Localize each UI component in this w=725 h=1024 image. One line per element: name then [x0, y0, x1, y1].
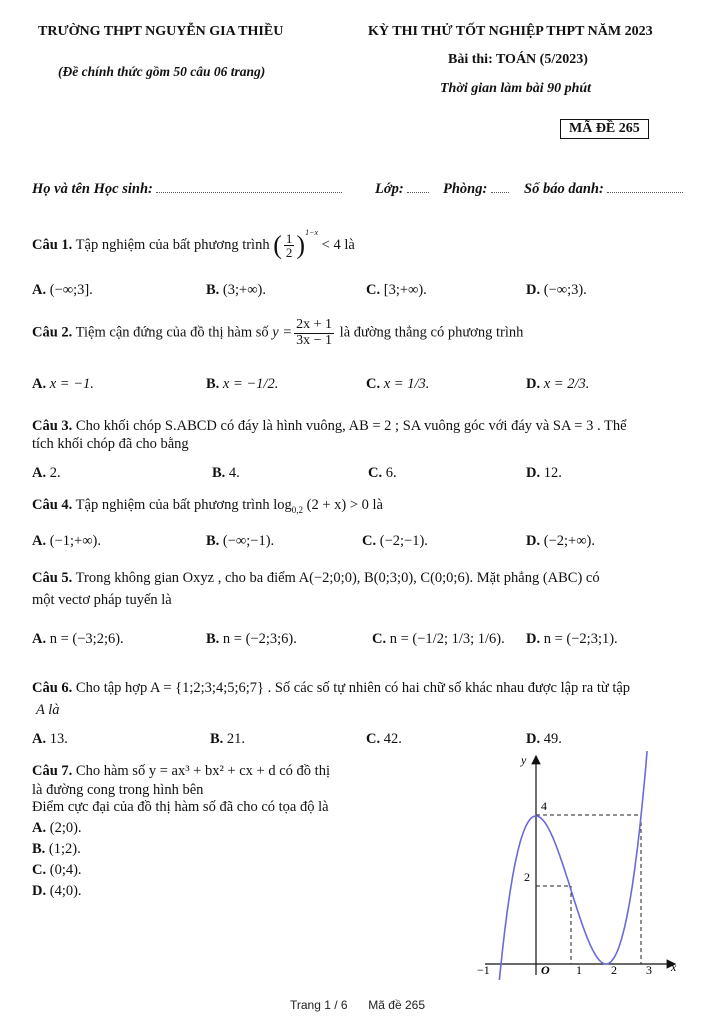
q2-tail: là đường thẳng có phương trình	[339, 324, 524, 341]
footer	[290, 998, 425, 1012]
school-name: TRƯỜNG THPT NGUYỄN GIA THIỀU	[38, 24, 284, 39]
room-label: Phòng:	[443, 181, 488, 197]
q4-arg: (2 + x) > 0 là	[306, 497, 383, 513]
q6-option-a[interactable]: A. 13.	[32, 731, 68, 747]
question-7	[32, 763, 330, 780]
q6-option-d[interactable]: D. 49.	[526, 731, 562, 747]
q3-label: Câu 3.	[32, 418, 73, 434]
q6-label: Câu 6.	[32, 680, 73, 696]
q4-option-a[interactable]: A. (−1;+∞).	[32, 533, 101, 549]
q2-option-b[interactable]: B. x = −1/2.	[206, 376, 279, 392]
q5-option-a[interactable]: A. n = (−3;2;6).	[32, 631, 124, 647]
q1-option-b[interactable]: B. (3;+∞).	[206, 282, 266, 298]
q2-option-c[interactable]: C. x = 1/3.	[366, 376, 430, 392]
q7-label: Câu 7.	[32, 763, 73, 779]
x-tick-1: 1	[576, 963, 582, 977]
q4-label: Câu 4.	[32, 497, 73, 513]
origin-label: O	[541, 963, 550, 977]
q3-text-line2: tích khối chóp đã cho bằng	[32, 436, 189, 452]
room-group	[443, 180, 509, 198]
q6-option-b[interactable]: B. 21.	[210, 731, 246, 747]
q6-text-line1: Cho tập hợp A = {1;2;3;4;5;6;7} . Số các số tự nhiên có hai chữ số khác nhau được lập ra từ tập	[75, 680, 631, 696]
question-4	[32, 497, 383, 515]
q4-text: Tập nghiệm của bất phương trình	[75, 497, 270, 513]
q4-option-d[interactable]: D. (−2;+∞).	[526, 533, 595, 549]
q5-label: Câu 5.	[32, 570, 73, 586]
official-note: (Đề chính thức gồm 50 câu 06 trang)	[58, 64, 266, 79]
class-group	[375, 180, 429, 198]
question-3	[32, 418, 627, 435]
cubic-graph	[465, 750, 695, 980]
q1-option-c[interactable]: C. [3;+∞).	[366, 282, 427, 298]
question-1: Câu 1. Tập nghiệm của bất phương trình ( $\frac{1}{2}$ )$^{1-x}$ < 4 là	[32, 228, 355, 261]
x-tick-3: 3	[646, 963, 652, 977]
q7-option-a[interactable]: A. (2;0).	[32, 820, 82, 836]
q2-option-d[interactable]: D. x = 2/3.	[526, 376, 590, 392]
q3-option-c[interactable]: C. 6.	[368, 465, 397, 481]
q4-option-c[interactable]: C. (−2;−1).	[362, 533, 428, 549]
q3-text-line1: Cho khối chóp S.ABCD có đáy là hình vuông, AB = 2 ; SA vuông góc với đáy và SA = 3 . Thể	[75, 418, 627, 434]
cubic-curve	[499, 751, 647, 980]
q5-option-c[interactable]: C. n = (−1/2; 1/3; 1/6).	[372, 631, 505, 647]
y-axis-label: y	[521, 753, 527, 767]
student-name-field[interactable]	[156, 180, 342, 193]
q3-option-a[interactable]: A. 2.	[32, 465, 61, 481]
q1-option-a[interactable]: A. (−∞;3].	[32, 282, 93, 298]
q7-text-line3: Điểm cực đại của đồ thị hàm số đã cho có tọa độ là	[32, 799, 329, 815]
q5-text-line2: một vectơ pháp tuyến là	[32, 592, 172, 608]
q2-label: Câu 2.	[32, 324, 73, 341]
student-name-label: Họ và tên Học sinh:	[32, 181, 153, 197]
q7-text-line2: là đường cong trong hình bên	[32, 782, 204, 798]
x-tick-neg1: −1	[477, 963, 490, 977]
x-tick-2: 2	[611, 963, 617, 977]
class-field[interactable]	[407, 180, 429, 193]
question-6	[32, 680, 630, 697]
q5-text-line1: Trong không gian Oxyz , cho ba điểm A(−2;0;0), B(0;3;0), C(0;0;6). Mặt phẳng (ABC) có	[75, 570, 600, 586]
footer-code: Mã đề 265	[368, 998, 425, 1012]
exam-title: KỲ THI THỬ TỐT NGHIỆP THPT NĂM 2023	[368, 24, 653, 39]
q3-option-b[interactable]: B. 4.	[212, 465, 240, 481]
q7-option-c[interactable]: C. (0;4).	[32, 862, 82, 878]
student-info-row	[32, 180, 342, 198]
q2-option-a[interactable]: A. x = −1.	[32, 376, 94, 392]
q1-text: Tập nghiệm của bất phương trình	[75, 237, 270, 253]
q4-log: log	[273, 497, 292, 513]
y-tick-4: 4	[541, 799, 547, 813]
exam-duration: Thời gian làm bài 90 phút	[440, 81, 592, 96]
q5-option-b[interactable]: B. n = (−2;3;6).	[206, 631, 297, 647]
student-id-label: Số báo danh:	[524, 181, 604, 197]
exam-subject: Bài thi: TOÁN (5/2023)	[448, 52, 588, 67]
exam-code-box: MÃ ĐỀ 265	[560, 119, 649, 139]
footer-page: Trang 1 / 6	[290, 998, 348, 1012]
q7-text-line1: Cho hàm số y = ax³ + bx² + cx + d có đồ thị	[75, 763, 330, 779]
question-5	[32, 570, 600, 587]
q6-text-line2: A là	[36, 702, 60, 718]
question-2: Câu 2. Tiệm cận đứng của đồ thị hàm số y = $\frac{2x + 1}{3x - 1}$ là đường thẳng có phương trình	[32, 317, 524, 348]
q5-option-d[interactable]: D. n = (−2;3;1).	[526, 631, 618, 647]
q4-log-base: 0,2	[291, 504, 303, 515]
q1-option-d[interactable]: D. (−∞;3).	[526, 282, 587, 298]
q1-label: Câu 1.	[32, 237, 73, 253]
student-id-field[interactable]	[607, 180, 683, 193]
q1-tail: < 4 là	[321, 237, 355, 253]
q4-option-b[interactable]: B. (−∞;−1).	[206, 533, 275, 549]
q2-text: Tiệm cận đứng của đồ thị hàm số	[75, 324, 269, 341]
room-field[interactable]	[491, 180, 509, 193]
id-group	[524, 180, 683, 198]
q7-option-d[interactable]: D. (4;0).	[32, 883, 82, 899]
y-tick-2: 2	[524, 870, 530, 884]
x-axis-label: x	[671, 960, 677, 974]
q6-option-c[interactable]: C. 42.	[366, 731, 402, 747]
q7-option-b[interactable]: B. (1;2).	[32, 841, 81, 857]
q3-option-d[interactable]: D. 12.	[526, 465, 562, 481]
class-label: Lớp:	[375, 181, 404, 197]
